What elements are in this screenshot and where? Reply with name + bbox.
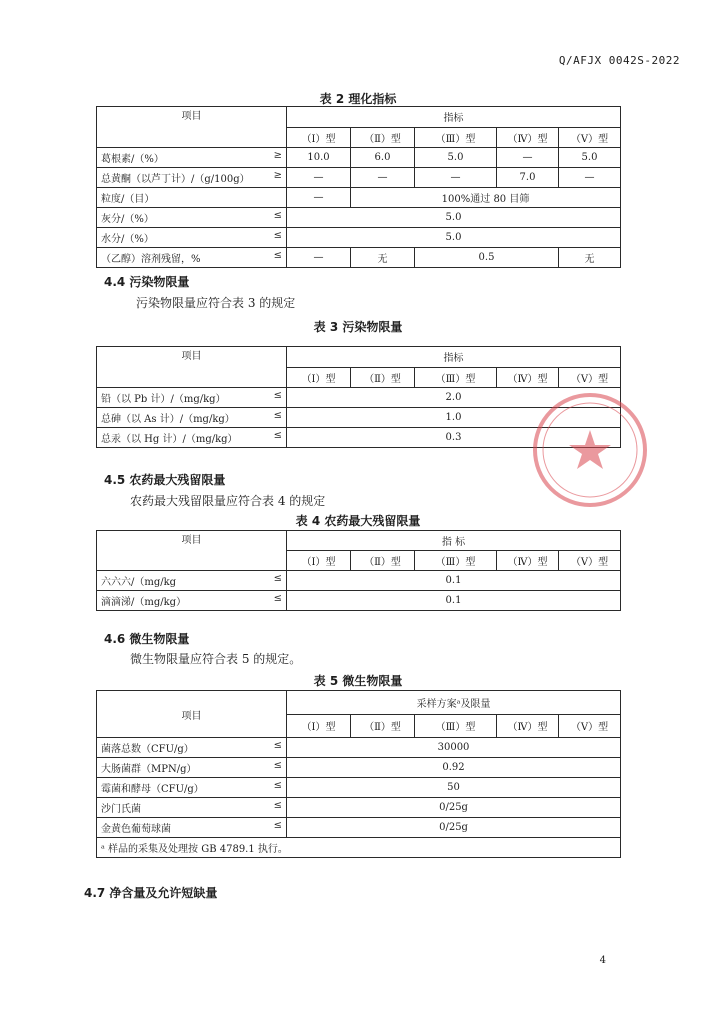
section-4-6-text: 微生物限量应符合表 5 的规定。 <box>130 652 302 666</box>
cell-value: — <box>415 168 497 188</box>
table-5-footnote: ᵃ 样品的采集及处理按 GB 4789.1 执行。 <box>97 838 621 858</box>
table-note-row <box>97 838 621 858</box>
cell-value: — <box>497 148 559 168</box>
table-row <box>97 778 621 798</box>
row-comparator: ≤ <box>273 780 282 791</box>
table-2-spec-header: 指标 <box>287 107 621 128</box>
table-2-type-2: （Ⅱ）型 <box>351 127 415 148</box>
cell-value-merged: 0/25g <box>287 818 621 838</box>
row-comparator: ≤ <box>273 593 282 604</box>
table-2-type-5: （Ⅴ）型 <box>559 127 621 148</box>
row-item: 铅（以 Pb 计）/（mg/kg） <box>101 394 226 405</box>
row-item: 葛根素/（%） <box>101 154 164 165</box>
table-row <box>97 798 621 818</box>
cell-value: 5.0 <box>415 148 497 168</box>
row-comparator: ≤ <box>273 760 282 771</box>
table-2-caption: 表 2 理化指标 <box>319 92 397 106</box>
row-comparator: ≤ <box>273 230 282 241</box>
row-item: 灰分/（%） <box>101 214 154 225</box>
cell-value-merged: 50 <box>287 778 621 798</box>
table-3-type-1: （Ⅰ）型 <box>287 367 351 388</box>
document-code: Q/AFJX 0042S-2022 <box>558 54 680 67</box>
table-2-type-1: （Ⅰ）型 <box>287 127 351 148</box>
cell-value-merged: 5.0 <box>287 208 621 228</box>
section-4-4-text: 污染物限量应符合表 3 的规定 <box>136 296 296 310</box>
table-3-type-4: （Ⅳ）型 <box>497 367 559 388</box>
row-item: 大肠菌群（MPN/g） <box>101 764 197 775</box>
cell-value: — <box>287 248 351 268</box>
table-5-type-2: （Ⅱ）型 <box>351 714 415 738</box>
table-row <box>97 228 621 248</box>
cell-value: 无 <box>351 248 415 268</box>
row-item: （乙醇）溶剂残留，% <box>101 254 201 265</box>
table-4-caption: 表 4 农药最大残留限量 <box>295 514 421 528</box>
cell-value-merged: 0/25g <box>287 798 621 818</box>
cell-value: 10.0 <box>287 148 351 168</box>
table-3-type-5: （Ⅴ）型 <box>559 367 621 388</box>
table-3-caption: 表 3 污染物限量 <box>313 320 403 334</box>
row-item: 菌落总数（CFU/g） <box>101 744 194 755</box>
table-row <box>97 148 621 168</box>
row-comparator: ≥ <box>273 150 282 161</box>
company-seal-stamp <box>530 390 650 510</box>
row-item: 总汞（以 Hg 计）/（mg/kg） <box>101 434 238 445</box>
cell-value-merged: 0.5 <box>415 248 559 268</box>
row-comparator: ≤ <box>273 390 282 401</box>
cell-value: 5.0 <box>559 148 621 168</box>
table-row <box>97 208 621 228</box>
table-row <box>97 738 621 758</box>
cell-value-merged: 2.0 <box>287 388 621 408</box>
row-item: 滴滴涕/（mg/kg） <box>101 597 187 608</box>
cell-value-merged: 0.1 <box>287 571 621 591</box>
row-comparator: ≤ <box>273 250 282 261</box>
cell-value-merged: 0.1 <box>287 591 621 611</box>
table-2-type-3: （Ⅲ）型 <box>415 127 497 148</box>
table-row <box>97 248 621 268</box>
table-2-item-header: 项目 <box>97 107 287 148</box>
table-row <box>97 758 621 778</box>
table-4-type-1: （Ⅰ）型 <box>287 551 351 571</box>
cell-value: — <box>351 168 415 188</box>
table-5-type-3: （Ⅲ）型 <box>415 714 497 738</box>
cell-value: 无 <box>559 248 621 268</box>
cell-value-merged: 0.3 <box>287 428 621 448</box>
section-4-6-title: 4.6 微生物限量 <box>104 632 190 646</box>
table-5-type-1: （Ⅰ）型 <box>287 714 351 738</box>
cell-value: — <box>287 168 351 188</box>
cell-value-merged: 0.92 <box>287 758 621 778</box>
table-3-type-2: （Ⅱ）型 <box>351 367 415 388</box>
cell-value-merged: 30000 <box>287 738 621 758</box>
table-2-type-4: （Ⅳ）型 <box>497 127 559 148</box>
section-4-7-title: 4.7 净含量及允许短缺量 <box>84 886 218 900</box>
cell-value: 6.0 <box>351 148 415 168</box>
section-4-5-text: 农药最大残留限量应符合表 4 的规定 <box>130 494 326 508</box>
table-4-type-2: （Ⅱ）型 <box>351 551 415 571</box>
table-5-type-5: （Ⅴ）型 <box>559 714 621 738</box>
row-item: 沙门氏菌 <box>101 804 141 815</box>
row-item: 金黄色葡萄球菌 <box>101 824 171 835</box>
row-comparator: ≤ <box>273 210 282 221</box>
table-row <box>97 571 621 591</box>
row-item: 霉菌和酵母（CFU/g） <box>101 784 204 795</box>
row-comparator: ≤ <box>273 410 282 421</box>
table-4-type-4: （Ⅳ）型 <box>497 551 559 571</box>
table-row <box>97 818 621 838</box>
cell-value-merged: 5.0 <box>287 228 621 248</box>
row-comparator: ≤ <box>273 430 282 441</box>
cell-value-merged: 100%通过 80 目筛 <box>351 188 621 208</box>
row-item: 水分/（%） <box>101 234 154 245</box>
table-row <box>97 168 621 188</box>
cell-value: 7.0 <box>497 168 559 188</box>
page-number: 4 <box>599 955 606 966</box>
table-4-spec-header: 指 标 <box>287 531 621 551</box>
table-4-type-3: （Ⅲ）型 <box>415 551 497 571</box>
section-4-4-title: 4.4 污染物限量 <box>104 275 190 289</box>
row-comparator: ≤ <box>273 820 282 831</box>
row-comparator: ≤ <box>273 573 282 584</box>
table-2 <box>96 106 621 268</box>
section-4-5-title: 4.5 农药最大残留限量 <box>104 473 226 487</box>
table-3-type-3: （Ⅲ）型 <box>415 367 497 388</box>
table-5-type-4: （Ⅳ）型 <box>497 714 559 738</box>
table-row <box>97 188 621 208</box>
row-comparator: ≥ <box>273 170 282 181</box>
table-5 <box>96 690 621 858</box>
table-3-item-header: 项目 <box>97 347 287 388</box>
table-3-spec-header: 指标 <box>287 347 621 368</box>
cell-value: — <box>287 188 351 208</box>
cell-value-merged: 1.0 <box>287 408 621 428</box>
table-5-spec-header: 采样方案ᵃ及限量 <box>287 691 621 715</box>
row-item: 总砷（以 As 计）/（mg/kg） <box>101 414 235 425</box>
table-4-type-5: （Ⅴ）型 <box>559 551 621 571</box>
table-4-item-header: 项目 <box>97 531 287 571</box>
table-5-caption: 表 5 微生物限量 <box>313 674 403 688</box>
table-row <box>97 591 621 611</box>
row-item: 六六六/（mg/kg <box>101 577 177 588</box>
table-4 <box>96 530 621 611</box>
row-comparator: ≤ <box>273 740 282 751</box>
row-comparator: ≤ <box>273 800 282 811</box>
table-5-item-header: 项目 <box>97 691 287 738</box>
row-item: 总黄酮（以芦丁计）/（g/100g） <box>101 174 250 185</box>
cell-value: — <box>559 168 621 188</box>
row-item: 粒度/（目） <box>101 194 155 205</box>
